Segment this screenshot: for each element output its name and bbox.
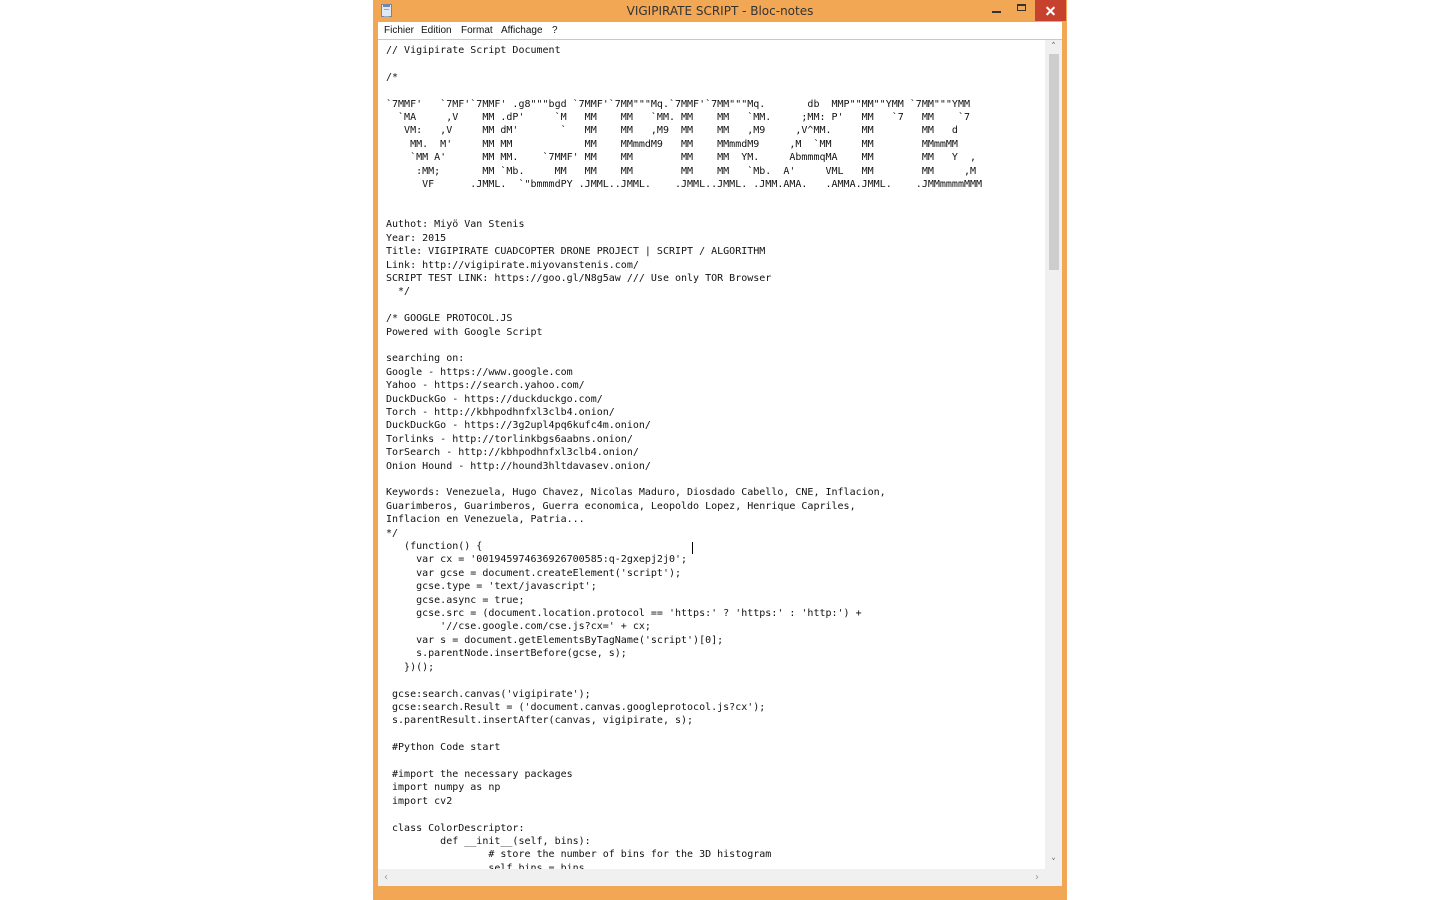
text-line[interactable]: DuckDuckGo - https://duckduckgo.com/ bbox=[386, 393, 603, 405]
menu-format[interactable]: Format bbox=[461, 25, 493, 36]
menu-bar bbox=[378, 22, 1062, 39]
text-line[interactable]: s.parentResult.insertAfter(canvas, vigipirate, s); bbox=[386, 715, 694, 727]
text-line[interactable]: Onion Hound - http://hound3hltdavasev.onion/ bbox=[386, 460, 651, 472]
scrollbar-corner bbox=[1045, 869, 1062, 886]
text-line[interactable] bbox=[386, 755, 1036, 768]
close-button[interactable] bbox=[1035, 0, 1066, 21]
text-line[interactable] bbox=[386, 808, 1036, 821]
menu-edition[interactable]: Edition bbox=[421, 25, 452, 36]
text-line[interactable]: var cx = '001945974636926700585:q-2gxepj2j0'; bbox=[386, 554, 688, 566]
text-line[interactable]: gcse:search.canvas('vigipirate'); bbox=[386, 688, 591, 700]
text-line[interactable]: #Python Code start bbox=[386, 742, 501, 754]
text-line[interactable]: gcse.async = true; bbox=[386, 594, 525, 606]
notepad-window bbox=[373, 0, 1067, 900]
text-line[interactable]: /* GOOGLE PROTOCOL.JS bbox=[386, 313, 513, 325]
text-line[interactable]: Google - https://www.google.com bbox=[386, 366, 573, 378]
text-line[interactable]: VF .JMML. `"bmmmdPY .JMML..JMML. .JMML..JMML. .JMM.AMA. .AMMA.JMML. .JMMmmmmMMM bbox=[386, 179, 983, 191]
text-line[interactable]: Inflacion en Venezuela, Patria... bbox=[386, 514, 585, 526]
text-line[interactable]: (function() { bbox=[386, 541, 483, 553]
text-line[interactable]: gcse:search.Result = ('document.canvas.googleprotocol.js?cx'); bbox=[386, 701, 766, 713]
text-line[interactable]: /* bbox=[386, 71, 399, 83]
text-line[interactable]: Link: http://vigipirate.miyovanstenis.com/ bbox=[386, 259, 639, 271]
menu-affichage[interactable]: Affichage bbox=[501, 25, 543, 36]
text-line[interactable]: import cv2 bbox=[386, 795, 453, 807]
text-line[interactable]: SCRIPT TEST LINK: https://goo.gl/N8g5aw /// Use only TOR Browser bbox=[386, 272, 772, 284]
text-line[interactable]: '//cse.google.com/cse.js?cx=' + cx; bbox=[386, 621, 651, 633]
text-line[interactable]: searching on: bbox=[386, 353, 465, 365]
chevron-right-icon[interactable]: › bbox=[1035, 872, 1039, 883]
text-line[interactable] bbox=[386, 299, 1036, 312]
text-line[interactable]: Year: 2015 bbox=[386, 232, 447, 244]
chevron-left-icon[interactable]: ‹ bbox=[384, 872, 388, 883]
text-line[interactable] bbox=[386, 191, 1036, 204]
menu-help[interactable]: ? bbox=[552, 25, 558, 36]
text-line[interactable]: Keywords: Venezuela, Hugo Chavez, Nicolas Maduro, Diosdado Cabello, CNE, Inflacion, bbox=[386, 487, 886, 499]
text-line[interactable]: `7MMF' `7MF'`7MMF' .g8"""bgd `7MMF'`7MM"""Mq.`7MMF'`7MM"""Mq. db MMP""MM""YMM `7MM"""YMM bbox=[386, 98, 970, 110]
minimize-button[interactable] bbox=[984, 0, 1009, 21]
text-line[interactable]: gcse.src = (document.location.protocol == 'https:' ? 'https:' : 'http:') + bbox=[386, 608, 862, 620]
text-line[interactable]: Guarimberos, Guarimberos, Guerra economica, Leopoldo Lopez, Henrique Capriles, bbox=[386, 500, 856, 512]
text-line[interactable]: })(); bbox=[386, 661, 435, 673]
text-line[interactable]: :MM; MM `Mb. MM MM MM MM MM `Mb. A' VML MM MM ,M bbox=[386, 165, 977, 177]
menu-fichier[interactable]: Fichier bbox=[384, 25, 415, 36]
text-line[interactable] bbox=[386, 674, 1036, 687]
text-line[interactable]: Powered with Google Script bbox=[386, 326, 543, 338]
text-line[interactable]: `MM A' MM MM. `7MMF' MM MM MM MM YM. AbmmmqMA MM MM Y , bbox=[386, 152, 977, 164]
document-text[interactable] bbox=[386, 44, 1036, 874]
text-line[interactable]: Title: VIGIPIRATE CUADCOPTER DRONE PROJECT | SCRIPT / ALGORITHM bbox=[386, 246, 766, 258]
chevron-up-icon[interactable]: ˄ bbox=[1051, 42, 1056, 52]
text-line[interactable] bbox=[386, 57, 1036, 70]
window-title: VIGIPIRATE SCRIPT - Bloc-notes bbox=[626, 4, 814, 18]
text-line[interactable]: #import the necessary packages bbox=[386, 768, 573, 780]
maximize-button[interactable] bbox=[1009, 0, 1035, 21]
text-line[interactable]: def __init__(self, bins): bbox=[386, 835, 591, 847]
text-line[interactable]: class ColorDescriptor: bbox=[386, 822, 525, 834]
text-line[interactable]: Torlinks - http://torlinkbgs6aabns.onion/ bbox=[386, 433, 633, 445]
text-line[interactable]: */ bbox=[386, 286, 411, 298]
text-line[interactable]: `MA ,V MM .dP' `M MM MM `MM. MM MM `MM. ;MM: P' MM `7 MM `7 bbox=[386, 112, 970, 124]
chevron-down-icon[interactable]: ˅ bbox=[1051, 858, 1056, 868]
text-line[interactable]: DuckDuckGo - https://3g2upl4pq6kufc4m.onion/ bbox=[386, 420, 651, 432]
text-line[interactable]: Yahoo - https://search.yahoo.com/ bbox=[386, 380, 585, 392]
text-line[interactable]: Torch - http://kbhpodhnfxl3clb4.onion/ bbox=[386, 406, 615, 418]
text-line[interactable] bbox=[386, 205, 1036, 218]
vertical-scrollbar[interactable] bbox=[1045, 40, 1062, 870]
title-bar[interactable] bbox=[373, 0, 1067, 22]
text-line[interactable] bbox=[386, 84, 1036, 97]
text-line[interactable]: s.parentNode.insertBefore(gcse, s); bbox=[386, 648, 627, 660]
text-line[interactable]: import numpy as np bbox=[386, 782, 501, 794]
editor-text-area[interactable] bbox=[386, 44, 1036, 874]
text-line[interactable]: var s = document.getElementsByTagName('script')[0]; bbox=[386, 634, 724, 646]
text-line[interactable]: var gcse = document.createElement('script'); bbox=[386, 567, 682, 579]
vertical-scroll-thumb[interactable] bbox=[1049, 54, 1059, 270]
text-line[interactable]: TorSearch - http://kbhpodhnfxl3clb4.onion/ bbox=[386, 447, 639, 459]
text-editor[interactable] bbox=[378, 39, 1062, 886]
text-line[interactable] bbox=[386, 473, 1036, 486]
horizontal-scrollbar[interactable] bbox=[378, 869, 1045, 886]
text-line[interactable]: Authot: Miyö Van Stenis bbox=[386, 219, 525, 231]
text-line[interactable]: gcse.type = 'text/javascript'; bbox=[386, 581, 597, 593]
text-line[interactable]: // Vigipirate Script Document bbox=[386, 45, 561, 56]
text-line[interactable] bbox=[386, 728, 1036, 741]
text-line[interactable]: MM. M' MM MM MM MMmmdM9 MM MMmmdM9 ,M `MM MM MMmmMM bbox=[386, 138, 958, 150]
text-line[interactable]: VM: ,V MM dM' ` MM MM ,M9 MM MM ,M9 ,V^MM. MM MM d bbox=[386, 125, 958, 137]
text-line[interactable]: # store the number of bins for the 3D histogram bbox=[386, 849, 772, 861]
text-line[interactable]: */ bbox=[386, 527, 399, 539]
text-caret bbox=[692, 542, 693, 554]
text-line[interactable] bbox=[386, 339, 1036, 352]
